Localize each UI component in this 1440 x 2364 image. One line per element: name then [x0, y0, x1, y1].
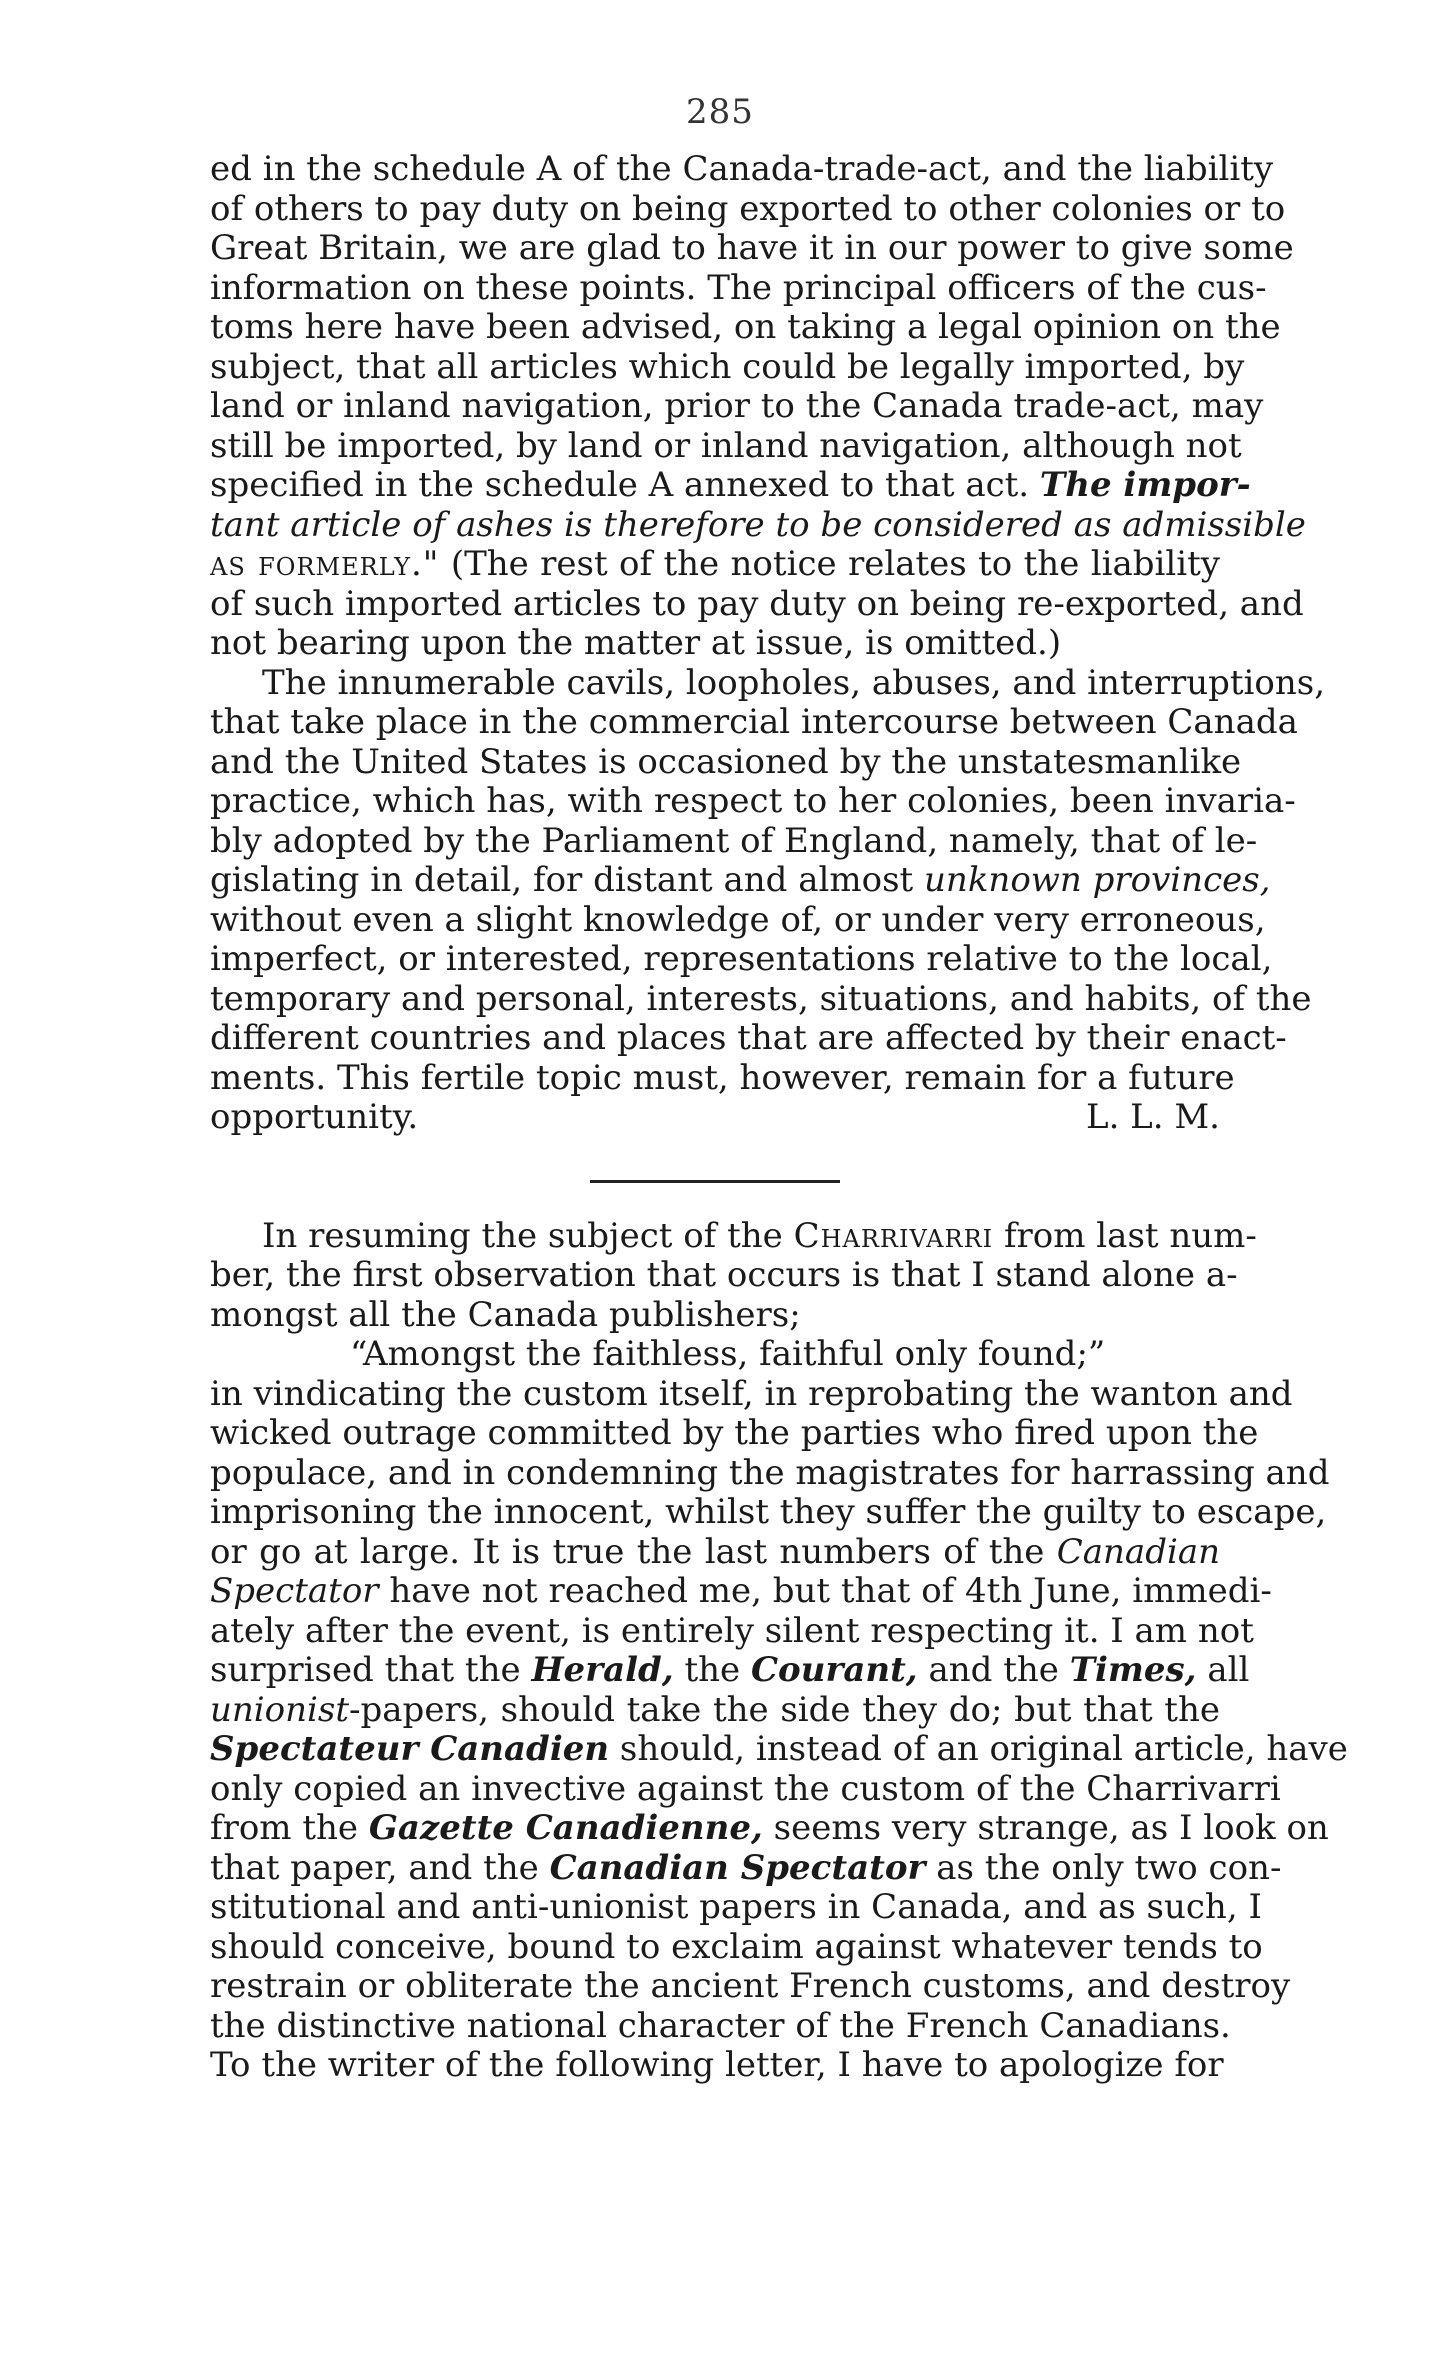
text-line — [210, 1533, 1220, 1573]
text-span: seems very strange, as I look on — [773, 1808, 1329, 1848]
text-line: ately after the event, is entirely silent respecting it. I am not — [210, 1610, 1254, 1651]
text-line — [210, 465, 1251, 506]
text-line: that take place in the commercial intercourse between Canada — [210, 702, 1298, 742]
text-line: ments. This fertile topic must, however, remain for a future — [210, 1057, 1235, 1098]
text-span: surprised that the — [210, 1650, 521, 1690]
signature: L. L. M. — [1085, 1097, 1220, 1137]
italic-span: Gazette Canadienne, — [368, 1808, 763, 1848]
italic-span: Canadian — [1056, 1531, 1220, 1572]
text-line: subject, that all articles which could be legally imported, by — [210, 346, 1245, 387]
italic-span: Times, — [1069, 1650, 1197, 1690]
italic-span: tant article of ashes is therefore to be considered as admissible — [210, 504, 1306, 545]
text-line: The innumerable cavils, loopholes, abuses, and interruptions, — [262, 662, 1326, 703]
text-line — [210, 1650, 1250, 1691]
text-line: ber, the first observation that occurs is that I stand alone a- — [210, 1255, 1238, 1295]
text-line: Great Britain, we are glad to have it in our power to give some — [210, 228, 1294, 268]
text-span: that paper, and the — [210, 1847, 539, 1888]
text-line — [210, 860, 1271, 901]
text-line: in vindicating the custom itself, in reprobating the wanton and — [210, 1373, 1293, 1414]
quotation-line: “Amongst the faithless, faithful only found;” — [350, 1334, 1106, 1374]
text-line — [210, 545, 1220, 585]
text-span: should, instead of an original article, have — [619, 1729, 1348, 1769]
italic-span: Herald, — [531, 1650, 674, 1690]
text-line: still be imported, by land or inland navigation, although not — [210, 425, 1242, 466]
text-span: or go at large. It is true the last numbers of the — [210, 1531, 1045, 1572]
text-line: temporary and personal, interests, situations, and habits, of the — [210, 978, 1312, 1019]
text-line: without even a slight knowledge of, or under very erroneous, — [210, 899, 1266, 940]
text-line: toms here have been advised, on taking a legal opinion on the — [210, 307, 1281, 347]
text-line: different countries and places that are affected by their enact- — [210, 1018, 1287, 1058]
text-line: of others to pay duty on being exported to other colonies or to — [210, 188, 1286, 229]
text-line — [210, 504, 1306, 546]
text-line: should conceive, bound to exclaim against whatever tends to — [210, 1926, 1263, 1967]
italic-span: Canadian Spectator — [549, 1847, 926, 1888]
text-line: populace, and in condemning the magistrates for harrassing and — [210, 1452, 1330, 1493]
italic-span: Courant, — [750, 1650, 918, 1690]
text-span: from the — [210, 1808, 359, 1848]
text-line — [210, 1098, 1220, 1138]
section-divider — [590, 1180, 840, 1183]
text-line: stitutional and anti-unionist papers in Canada, and as such, I — [210, 1887, 1262, 1927]
page-body — [210, 149, 1348, 2086]
italic-span: unknown provinces, — [924, 860, 1271, 900]
text-line — [210, 1215, 1257, 1257]
page-number: 285 — [686, 92, 754, 132]
text-span: the — [684, 1650, 741, 1690]
text-span: as the only two con- — [936, 1847, 1282, 1888]
text-line: wicked outrage committed by the parties who fired upon the — [210, 1413, 1259, 1453]
text-line: only copied an invective against the custom of the Charrivarri — [210, 1768, 1281, 1809]
text-line: To the writer of the following letter, I have to apologize for — [210, 2045, 1224, 2085]
text-line — [210, 1808, 1329, 1849]
text-line: imprisoning the innocent, whilst they suffer the guilty to escape, — [210, 1492, 1327, 1532]
text-span: specified in the schedule A annexed to that act. — [210, 465, 1030, 505]
text-line: practice, which has, with respect to her colonies, been invaria- — [210, 781, 1296, 821]
text-line: information on these points. The principal officers of the cus- — [210, 267, 1267, 308]
text-line: ed in the schedule A of the Canada-trade-act, and the liability — [210, 149, 1274, 189]
paragraph — [210, 1215, 1348, 2086]
small-caps-span: Charrivarri — [793, 1215, 994, 1256]
text-line — [210, 1847, 1282, 1889]
text-span: have not reached me, but that of 4th June, immedi- — [389, 1571, 1272, 1611]
text-span: (The rest of the notice relates to the liability — [450, 544, 1220, 584]
italic-span: Spectateur Canadien — [210, 1729, 610, 1769]
text-line: restrain or obliterate the ancient French customs, and destroy — [210, 1966, 1291, 2006]
italic-span: The impor- — [1039, 465, 1251, 505]
text-line: the distinctive national character of the French Canadians. — [210, 2005, 1231, 2046]
paragraph-continuation — [210, 149, 1306, 664]
text-span: and the — [928, 1650, 1059, 1690]
text-line — [210, 1691, 1220, 1731]
text-span: opportunity. — [210, 1097, 419, 1137]
text-line: and the United States is occasioned by the unstatesmanlike — [210, 741, 1242, 782]
text-span: all — [1207, 1650, 1250, 1690]
text-line — [210, 1571, 1272, 1612]
paragraph — [210, 662, 1326, 1138]
text-line: bly adopted by the Parliament of England, namely, that of le- — [210, 820, 1258, 861]
italic-span: Spectator — [210, 1571, 379, 1611]
text-line: land or inland navigation, prior to the Canada trade-act, may — [210, 386, 1264, 426]
small-caps-span: as formerly." — [210, 544, 440, 584]
text-span: -papers, should take the side they do; but that the — [349, 1689, 1220, 1730]
text-line: imperfect, or interested, representations relative to the local, — [210, 939, 1273, 979]
text-line: mongst all the Canada publishers; — [210, 1294, 801, 1335]
italic-span: unionist — [210, 1689, 350, 1730]
text-line: of such imported articles to pay duty on being re-exported, and — [210, 583, 1304, 624]
text-line — [210, 1729, 1348, 1770]
text-span: from last num- — [1003, 1215, 1257, 1256]
text-line: not bearing upon the matter at issue, is omitted.) — [210, 623, 1062, 663]
text-span: In resuming the subject of the — [262, 1215, 783, 1256]
text-span: gislating in detail, for distant and almost — [210, 860, 914, 900]
